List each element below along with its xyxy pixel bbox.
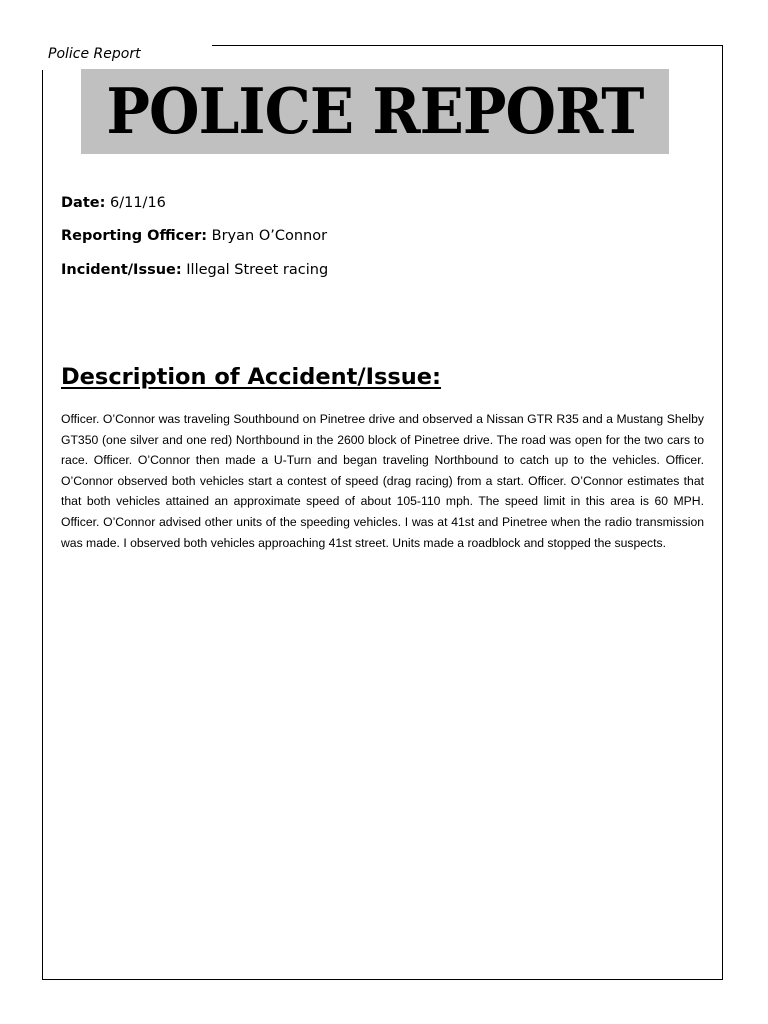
reporting-officer-field [61,228,327,244]
date-label: Date: [61,195,106,211]
description-body: Officer. O’Connor was traveling Southbound on Pinetree drive and observed a Nissan GTR R35 and a Mustang Shelby GT350 (one silver and one red) Northbound in the 2600 block of Pinetree drive. The road was open for the two cars to race. Officer. O’Connor then made a U-Turn and began traveling Northbound to catch up to the vehicles. Officer. O’Connor observed both vehicles start a contest of speed (drag racing) from a start. Officer. O’Connor estimates that that both vehicles attained an approximate speed of about 105-110 mph. The speed limit in this area is 60 MPH. Officer. O’Connor advised other units of the speeding vehicles. I was at 41st and Pinetree when the radio transmission was made. I observed both vehicles approaching 41st street. Units made a roadblock and stopped the suspects. [61,412,704,550]
reporting-officer-value: Bryan O’Connor [211,228,328,244]
date-field [61,195,166,211]
incident-field [61,262,328,278]
page-title: POLICE REPORT [106,74,644,148]
incident-value: Illegal Street racing [186,262,329,278]
description-heading: Description of Accident/Issue: [61,364,442,390]
running-header: Police Report [48,46,141,62]
frame-top-border [212,45,723,46]
reporting-officer-label: Reporting Officer: [61,228,208,244]
date-value: 6/11/16 [110,195,166,211]
frame-corner-gap [41,44,44,70]
title-banner [81,69,669,154]
incident-label: Incident/Issue: [61,262,182,278]
